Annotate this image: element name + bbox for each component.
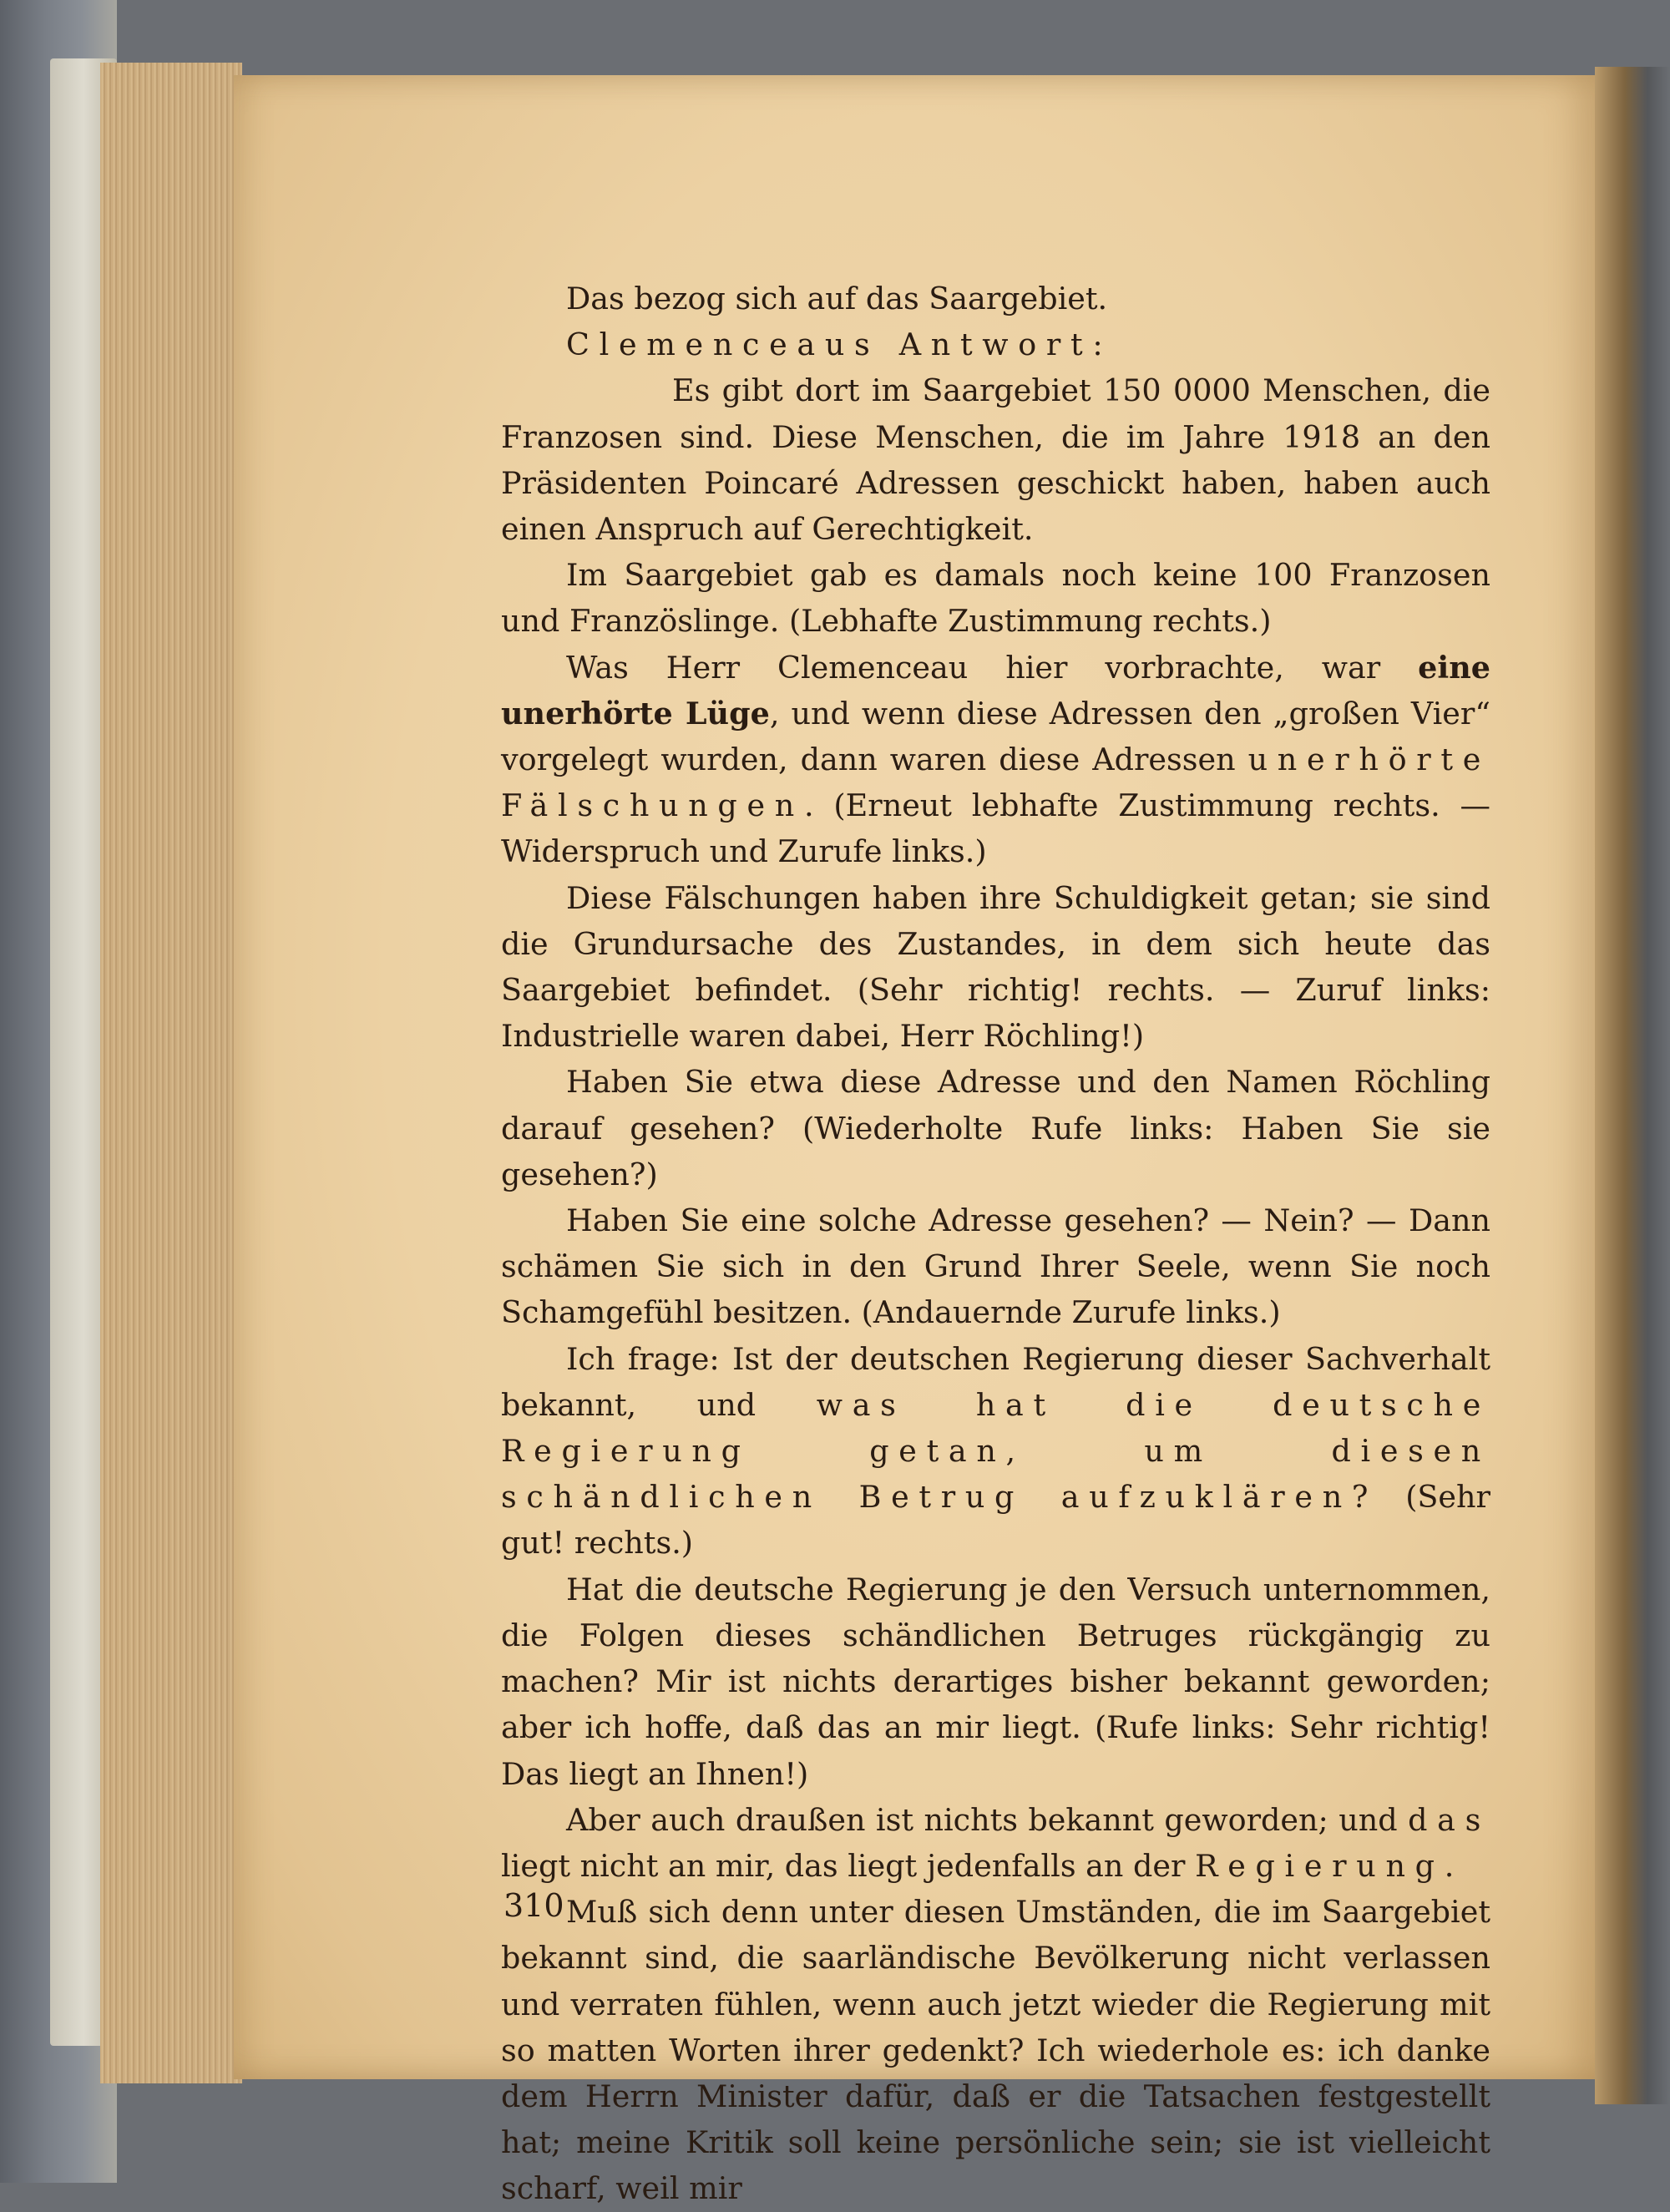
paragraph [501, 552, 1490, 644]
paragraph-text: Ich frage: Ist der deutschen Regierung dieser Sachverhalt bekannt, und [501, 1340, 1490, 1423]
paragraph-text: Das bezog sich auf das Saargebiet. [566, 281, 1108, 316]
paragraph-text: Im Saargebiet gab es damals noch keine 100 Franzosen und Französlinge. (Lebhafte Zustimmung rechts.) [501, 557, 1490, 640]
paragraph-text: liegt nicht an mir, das liegt jedenfalls an der [501, 1847, 1196, 1884]
paragraph [501, 1797, 1490, 1889]
paragraph-text-spaced: unerhörte Fälschungen [501, 742, 1490, 824]
paragraph-text-spaced: das [1408, 1801, 1490, 1838]
paragraph-text: Was Herr Clemenceau hier vorbrachte, war [566, 649, 1419, 686]
paragraph-text: Hat die deutsche Regierung je den Versuch unternommen, die Folgen dieses schändlichen Betruges rückgängig zu machen? Mir ist nichts derartiges bisher bekannt geworden; aber ich hoffe, daß das an mir liegt. (Rufe links: Sehr richtig! Das liegt an Ihnen!) [501, 1571, 1490, 1792]
paragraph [501, 1059, 1490, 1197]
paragraph-text-spaced: was hat die deutsche Regierung getan, um diesen schändlichen Betrug aufzuklären? [501, 1386, 1491, 1516]
paragraph [501, 645, 1490, 875]
paragraph-text: . [1444, 1847, 1455, 1884]
paragraph-text: . (Erneut lebhafte Zustimmung rechts. — Widerspruch und Zurufe links.) [501, 787, 1490, 870]
page-text [501, 276, 1490, 2212]
page-edges [100, 63, 242, 2083]
paragraph-text: Es gibt dort im Saargebiet 150 0000 Menschen, die Franzosen sind. Diese Menschen, die im Jahre 1918 an den Präsidenten Poincaré Adressen geschickt haben, haben auch einen Anspruch auf Gerechtigkeit. [501, 372, 1490, 548]
quote-paragraph [501, 367, 1490, 552]
paragraph [501, 1567, 1490, 1797]
page-number: 310 [504, 1887, 564, 1924]
paragraph-text-bold: eine unerhörte Lüge [501, 649, 1490, 731]
paragraph-text: , und wenn diese Adressen den „großen Vier“ vorgelegt wurden, dann waren diese Adressen [501, 695, 1490, 778]
paragraph-text: Diese Fälschungen haben ihre Schuldigkeit getan; sie sind die Grundursache des Zustandes, in dem sich heute das Saargebiet befindet. (Sehr richtig! rechts. — Zuruf links: Industrielle waren dabei, Herr Röchling!) [501, 879, 1490, 1055]
paragraph-text: Haben Sie etwa diese Adresse und den Namen Röchling darauf gesehen? (Wiederholte Rufe links: Haben Sie sie gesehen?) [501, 1064, 1490, 1192]
paragraph [501, 1197, 1490, 1336]
paragraph [501, 1889, 1490, 2211]
paragraph [501, 276, 1490, 321]
paragraph-text: Aber auch draußen ist nichts bekannt geworden; und [566, 1801, 1409, 1838]
paragraph-text-spaced: Regierung [1195, 1847, 1445, 1884]
paragraph-text: (Sehr gut! rechts.) [501, 1479, 1490, 1562]
paragraph-text: Haben Sie eine solche Adresse gesehen? — Nein? — Dann schämen Sie sich in den Grund Ihrer Seele, wenn Sie noch Schamgefühl besitzen. (Andauernde Zurufe links.) [501, 1202, 1490, 1331]
paragraph-text: Muß sich denn unter diesen Umständen, die im Saargebiet bekannt sind, die saarländische Bevölkerung nicht verlassen und verraten fühlen, wenn auch jetzt wieder die Regierung mit so matten Worten ihrer gedenkt? Ich wiederhole es: ich danke dem Herrn Minister dafür, daß er die Tatsachen festgestellt hat; meine Kritik soll keine persönliche sein; sie ist vielleicht scharf, weil mir [501, 1894, 1490, 2207]
book-gutter [1595, 67, 1670, 2104]
paragraph [501, 875, 1490, 1060]
paragraph [501, 1336, 1490, 1567]
paragraph [501, 321, 1490, 367]
paragraph-text-spaced: Clemenceaus Antwort: [566, 326, 1113, 363]
